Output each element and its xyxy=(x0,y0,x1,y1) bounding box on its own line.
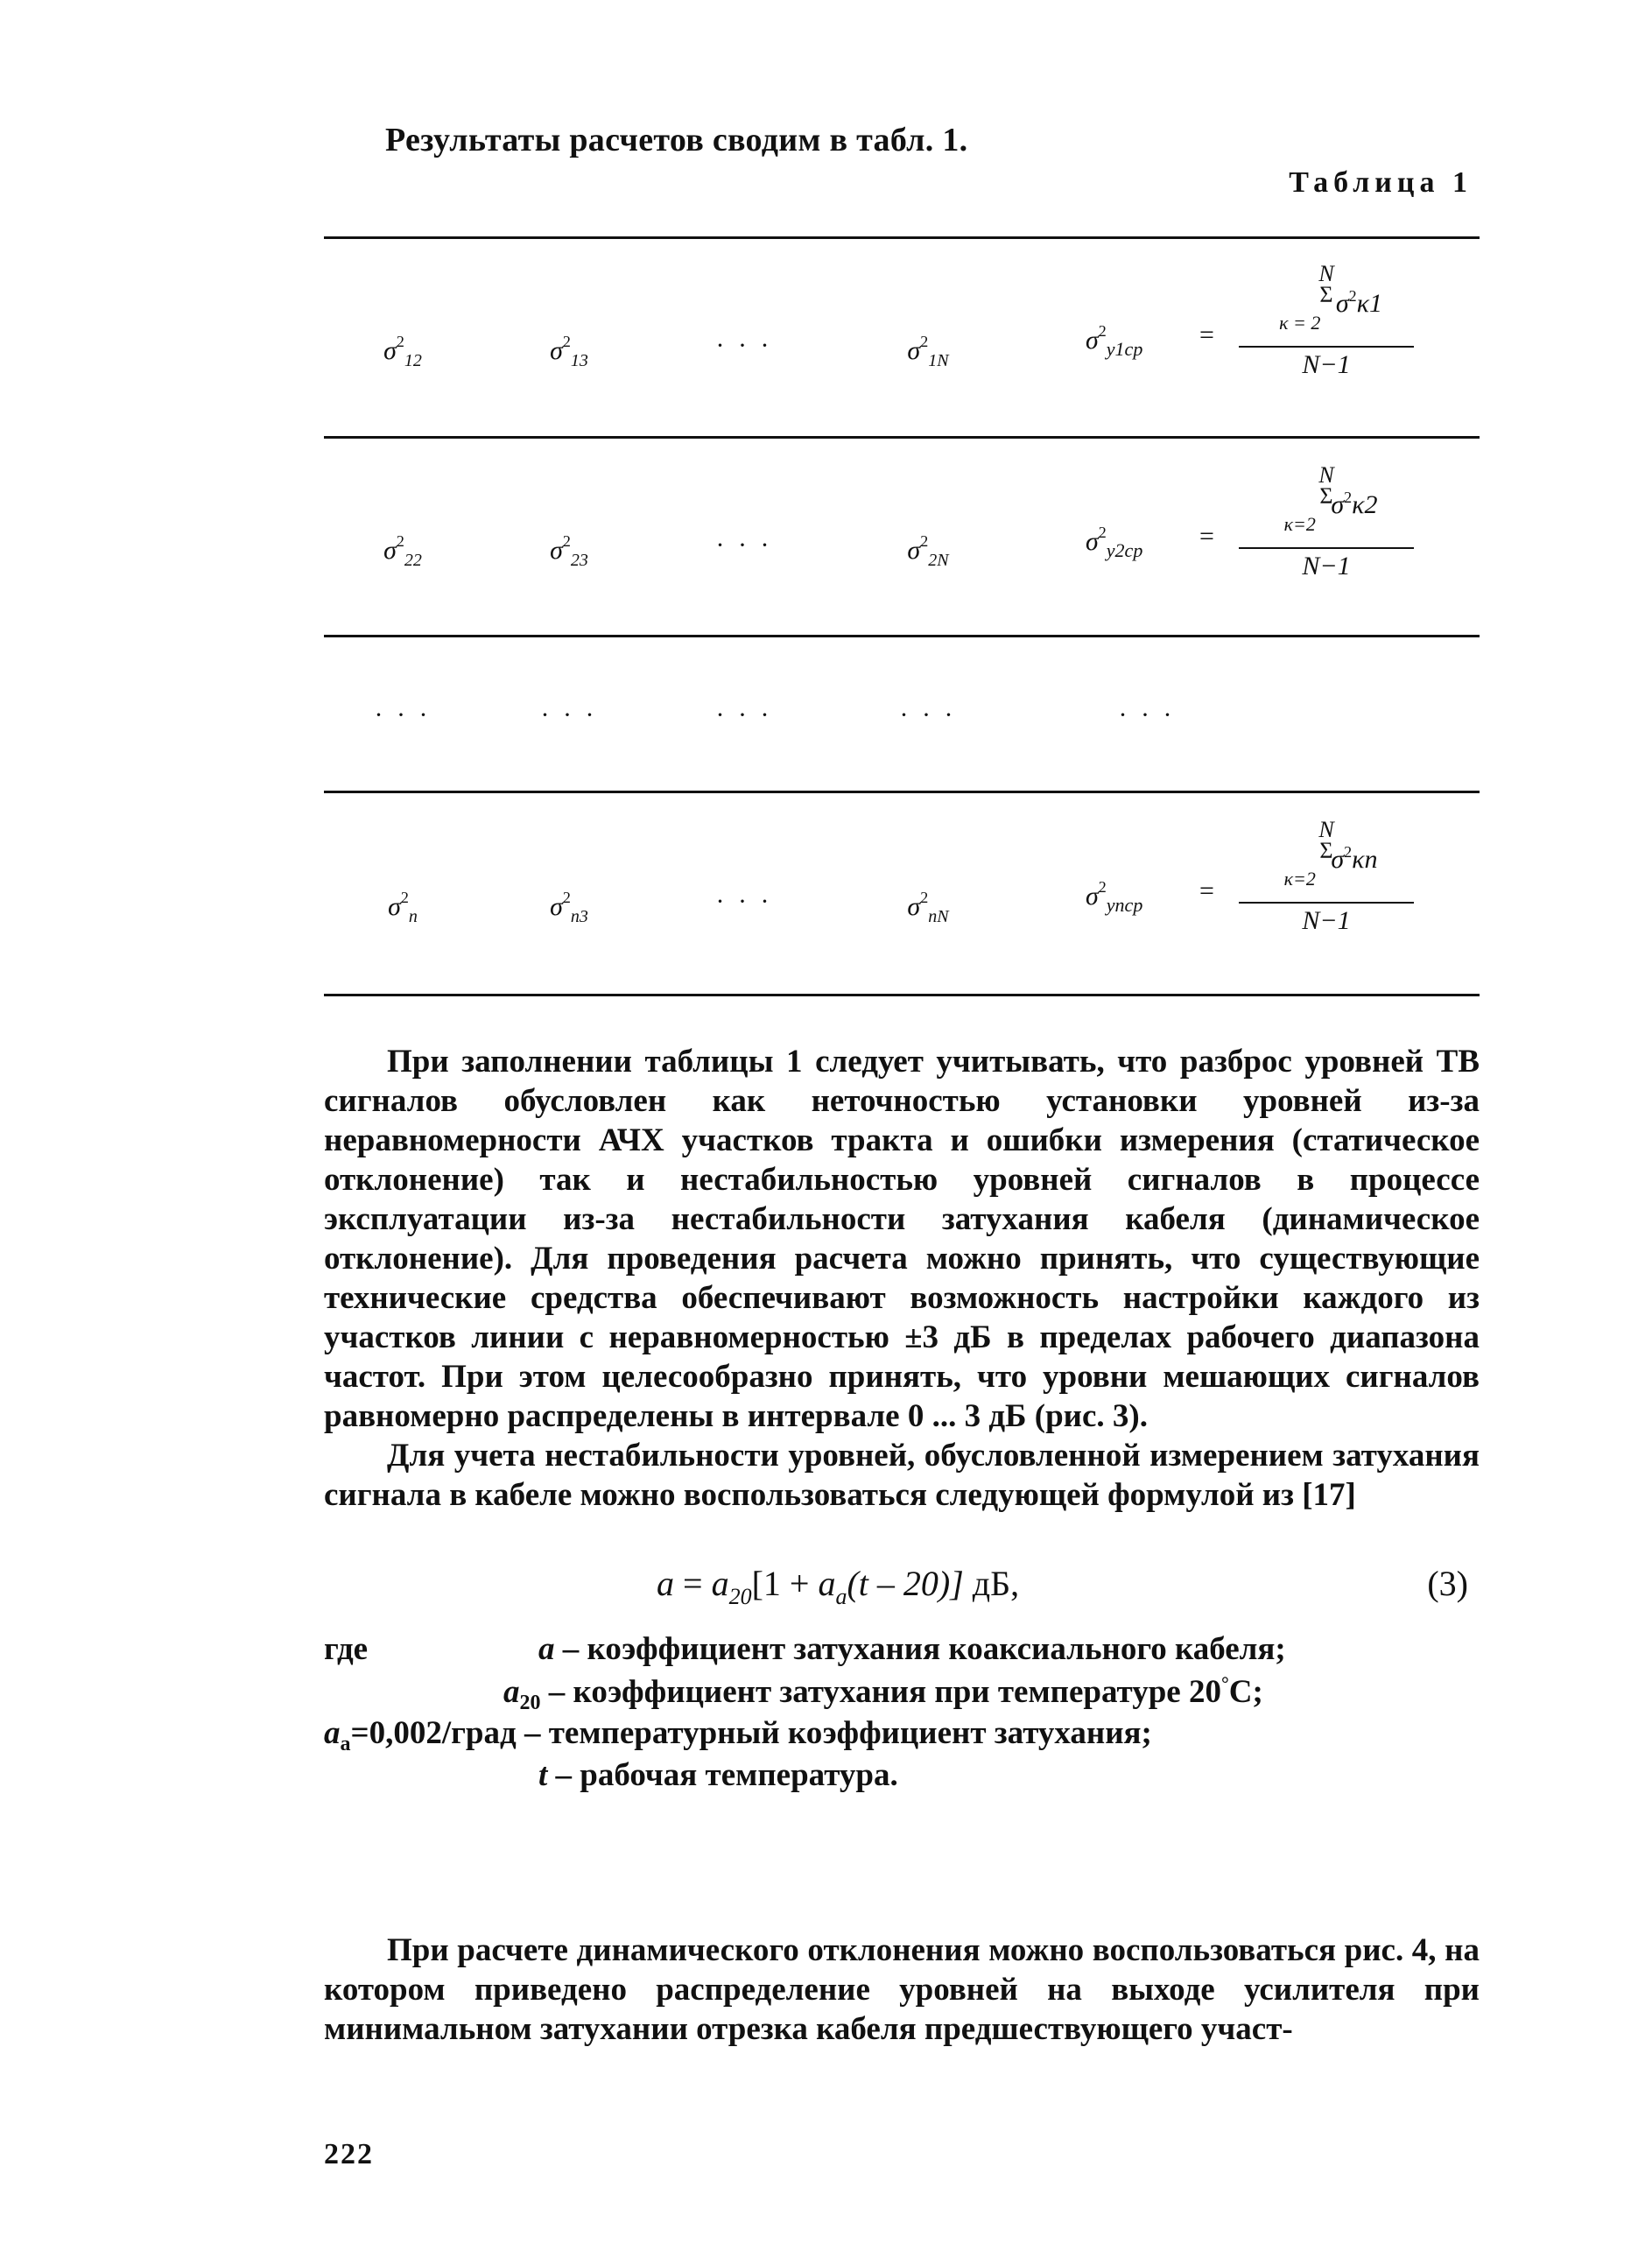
row-average-formula xyxy=(1086,819,1418,950)
equation-number: (3) xyxy=(1427,1564,1468,1603)
table-rule-1 xyxy=(324,436,1480,439)
formula-lhs: $\sigma^2_{y1cp}$ xyxy=(1086,322,1143,360)
table-cell-ellipsis: · · · xyxy=(715,331,773,360)
table-cell-ellipsis: · · · xyxy=(715,887,773,916)
where-label: где xyxy=(324,1631,369,1667)
table-cell-ellipsis: · · · xyxy=(715,700,773,729)
table-cell-ellipsis: · · · xyxy=(899,700,957,729)
fraction-bar xyxy=(1239,547,1414,549)
page-number: 222 xyxy=(324,2138,374,2170)
sum-upper-limit: N xyxy=(1318,261,1334,286)
formula-numerator xyxy=(1239,263,1414,336)
formula-denominator: N−1 xyxy=(1302,350,1351,379)
intro-text: Результаты расчетов сводим в табл. 1. xyxy=(385,122,968,158)
table-cell: $\sigma^2_{13}$ xyxy=(550,333,588,370)
sum-term: $\sigma^2\kappa 2$ xyxy=(1331,489,1378,519)
table-cell-ellipsis: · · · xyxy=(540,700,598,729)
sum-lower-limit: κ = 2 xyxy=(1278,312,1321,334)
equals-sign: = xyxy=(1199,522,1214,551)
table-cell: $\sigma^2_{22}$ xyxy=(383,532,422,570)
formula-denominator: N−1 xyxy=(1302,906,1351,935)
table-cell-ellipsis: · · · xyxy=(1118,700,1176,729)
table-cell-ellipsis: · · · xyxy=(374,700,432,729)
formula-lhs: $\sigma^2_{y2cp}$ xyxy=(1086,524,1143,561)
table-cell: $\sigma^2_{n3}$ xyxy=(550,889,588,926)
definition-item: a – коэффициент затухания коаксиального кабеля; xyxy=(538,1631,1286,1667)
table-rule-bottom xyxy=(324,994,1480,996)
equation-3: $a = a_{20}[1 + a_a(t - 20)]$ дБ, xyxy=(657,1564,1020,1609)
paragraph-2 xyxy=(324,1436,1480,1515)
sum-lower-limit: κ=2 xyxy=(1283,868,1316,890)
fraction-bar xyxy=(1239,346,1414,348)
paragraph-text: При расчете динамического отклонения можно воспользоваться рис. 4, на котором приведено распределение уровней на выходе усилителя при минимальном затухании отрезка кабеля предшествующего участ- xyxy=(324,1932,1480,2047)
formula-numerator xyxy=(1239,464,1414,538)
sum-term: $\sigma^2\kappa 1$ xyxy=(1335,287,1383,318)
sum-sign: Σ xyxy=(1319,838,1333,863)
sum-sign: Σ xyxy=(1319,483,1333,509)
definition-item: t – рабочая температура. xyxy=(538,1757,898,1793)
table-rule-3 xyxy=(324,791,1480,793)
table-cell: $\sigma^2_{1N}$ xyxy=(907,333,949,370)
formula-numerator xyxy=(1239,819,1414,892)
table-rule-top xyxy=(324,236,1480,239)
paragraph-text: Для учета нестабильности уровней, обусловленной измерением затухания сигнала в кабеле можно воспользоваться следующей формулой из [17] xyxy=(324,1438,1480,1513)
row-average-formula xyxy=(1086,464,1418,595)
definition-item: $a_{20}$ – коэффициент затухания при температуре 20°С; xyxy=(503,1672,1263,1714)
fraction-bar xyxy=(1239,902,1414,904)
equals-sign: = xyxy=(1199,320,1214,349)
table-caption: Таблица 1 xyxy=(1289,166,1473,199)
table-cell-ellipsis: · · · xyxy=(715,531,773,559)
table-cell: $\sigma^2_{2N}$ xyxy=(907,532,949,570)
equals-sign: = xyxy=(1199,876,1214,905)
paragraph-1 xyxy=(324,1042,1480,1436)
formula-lhs: $\sigma^2_{ynср}$ xyxy=(1086,878,1143,916)
definition-item: $a_a=0,002$/град – температурный коэффициент затухания; xyxy=(324,1715,1152,1755)
sum-upper-limit: N xyxy=(1318,462,1334,488)
formula-denominator: N−1 xyxy=(1302,552,1351,580)
row-average-formula xyxy=(1086,263,1418,394)
table-cell: $\sigma^2_{nN}$ xyxy=(907,889,949,926)
table-cell: $\sigma^2_{23}$ xyxy=(550,532,588,570)
paragraph-text: При заполнении таблицы 1 следует учитывать, что разброс уровней ТВ сигналов обусловлен как неточностью установки уровней из-за неравномерности АЧХ участков тракта и ошибки измерения (статическое отклонение) так и нестабильностью уровней сигналов в процессе эксплуатации из-за нестабильности затухания кабеля (динамическое отклонение). Для проведения расчета можно принять, что существующие технические средства обеспечивают возможность настройки каждого из участков линии с неравномерностью ±3 дБ в пределах рабочего диапазона частот. При этом целесообразно принять, что уровни мешающих сигналов равномерно распределены в интервале 0 ... 3 дБ (рис. 3). xyxy=(324,1044,1480,1434)
table-cell: $\sigma^2_{12}$ xyxy=(383,333,422,370)
table-cell: $\sigma^2_n$ xyxy=(388,889,418,926)
sum-sign: Σ xyxy=(1319,282,1333,307)
paragraph-3 xyxy=(324,1931,1480,2049)
sum-upper-limit: N xyxy=(1318,817,1334,842)
sum-lower-limit: κ=2 xyxy=(1283,513,1316,535)
table-rule-2 xyxy=(324,635,1480,637)
sum-term: $\sigma^2\kappa n$ xyxy=(1331,843,1378,874)
